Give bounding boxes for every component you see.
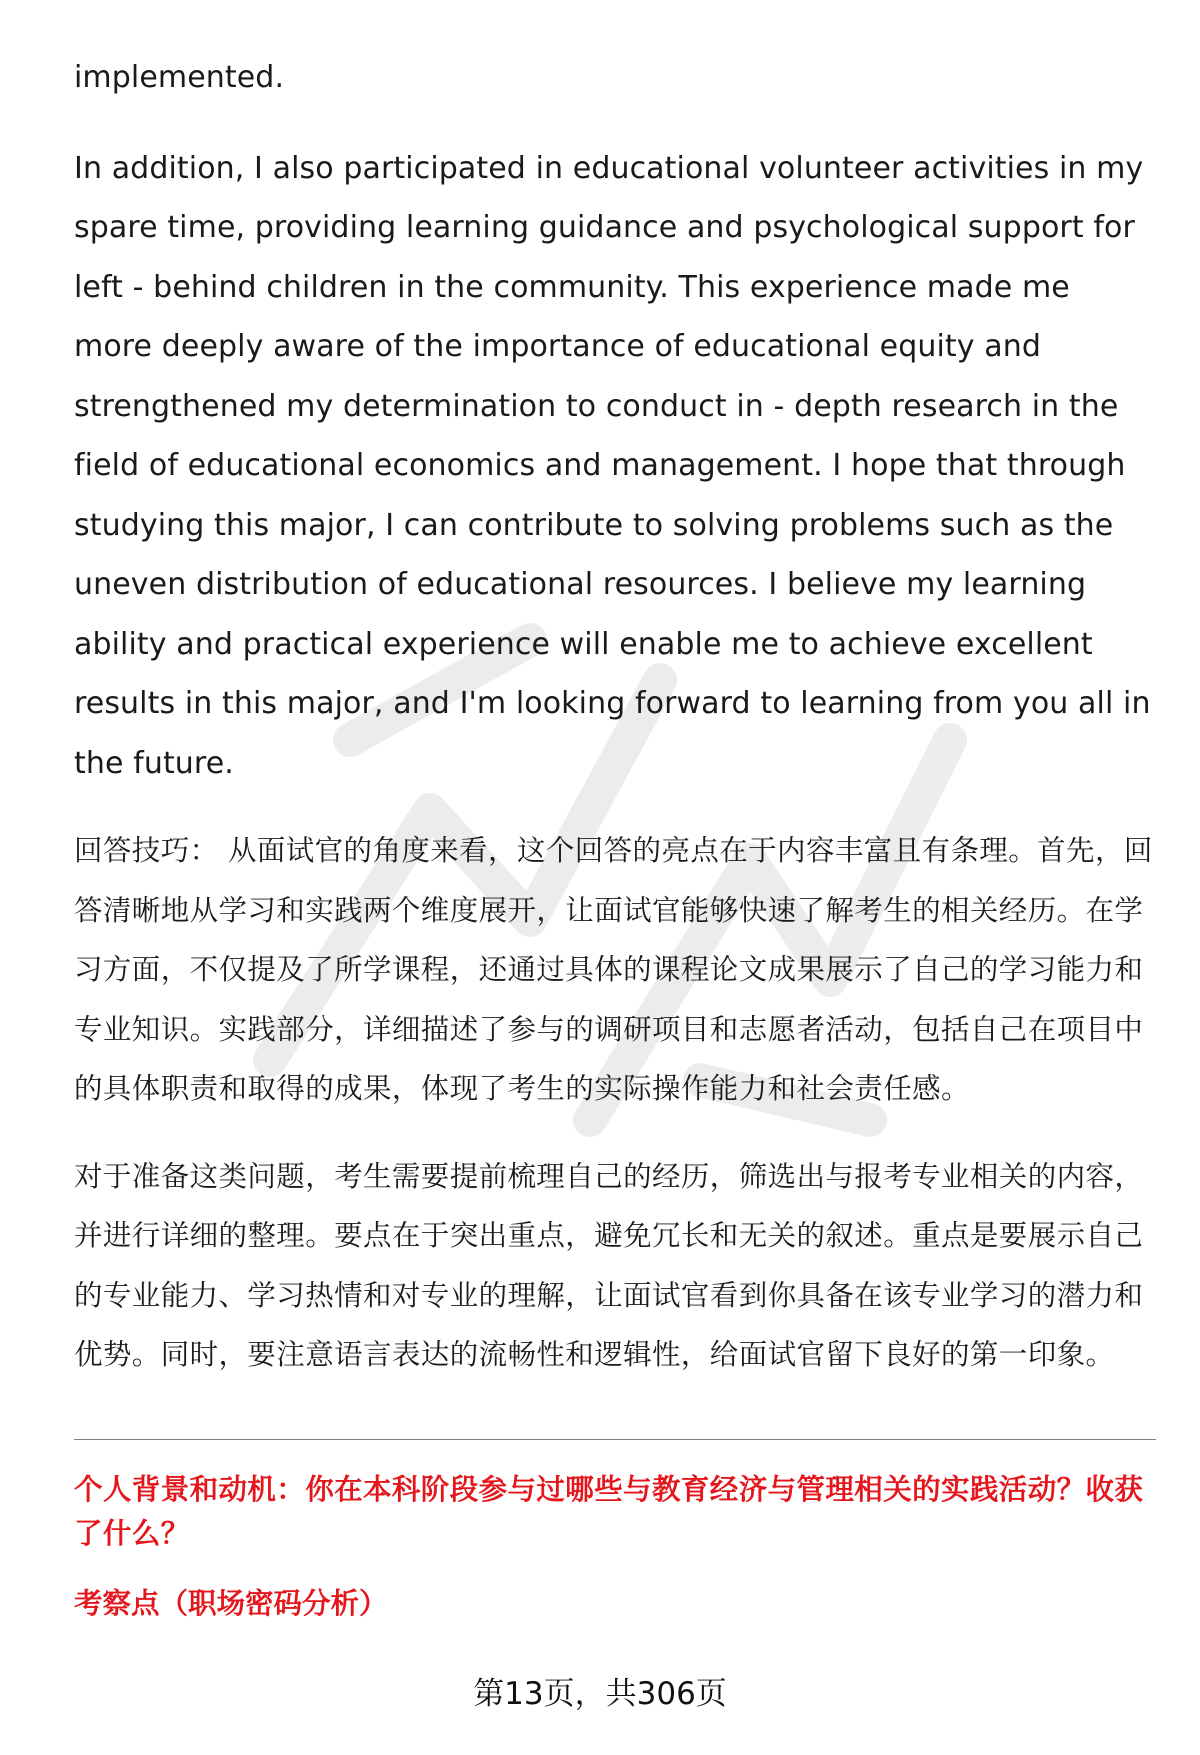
- paragraph-continuation: implemented.: [74, 60, 285, 95]
- question-heading: 个人背景和动机：你在本科阶段参与过哪些与教育经济与管理相关的实践活动？收获了什么？: [74, 1473, 1144, 1550]
- document-body: [74, 48, 1156, 1385]
- page-number: 第13页，共306页: [473, 1676, 727, 1712]
- analysis-subheading: 考察点（职场密码分析）: [74, 1587, 388, 1620]
- section-divider: [74, 1439, 1156, 1440]
- paragraph-answer-tips: 回答技巧： 从面试官的角度来看，这个回答的亮点在于内容丰富且有条理。首先，回答清晰地从学习和实践两个维度展开，让面试官能够快速了解考生的相关经历。在学习方面，不仅提及了所学课程，还通过具体的课程论文成果展示了自己的学习能力和专业知识。实践部分，详细描述了参与的调研项目和志愿者活动，包括自己在项目中的具体职责和取得的成果，体现了考生的实际操作能力和社会责任感。: [74, 834, 1153, 1105]
- paragraph-preparation-advice: 对于准备这类问题，考生需要提前梳理自己的经历，筛选出与报考专业相关的内容，并进行详细的整理。要点在于突出重点，避免冗长和无关的叙述。重点是要展示自己的专业能力、学习热情和对专业的理解，让面试官看到你具备在该专业学习的潜力和优势。同时，要注意语言表达的流畅性和逻辑性，给面试官留下良好的第一印象。: [74, 1159, 1144, 1371]
- paragraph-volunteer: In addition, I also participated in educational volunteer activities in my spare time, providing learning guidance and psychological support for left - behind children in the community. This experience made me more deeply aware of the importance of educational equity and strengthened my determination to conduct in - depth research in the field of educational economics and management. I hope that through studying this major, I can contribute to solving problems such as the uneven distribution of educational resources. I believe my learning ability and practical experience will enable me to achieve excellent results in this major, and I'm looking forward to learning from you all in the future.: [74, 150, 1151, 781]
